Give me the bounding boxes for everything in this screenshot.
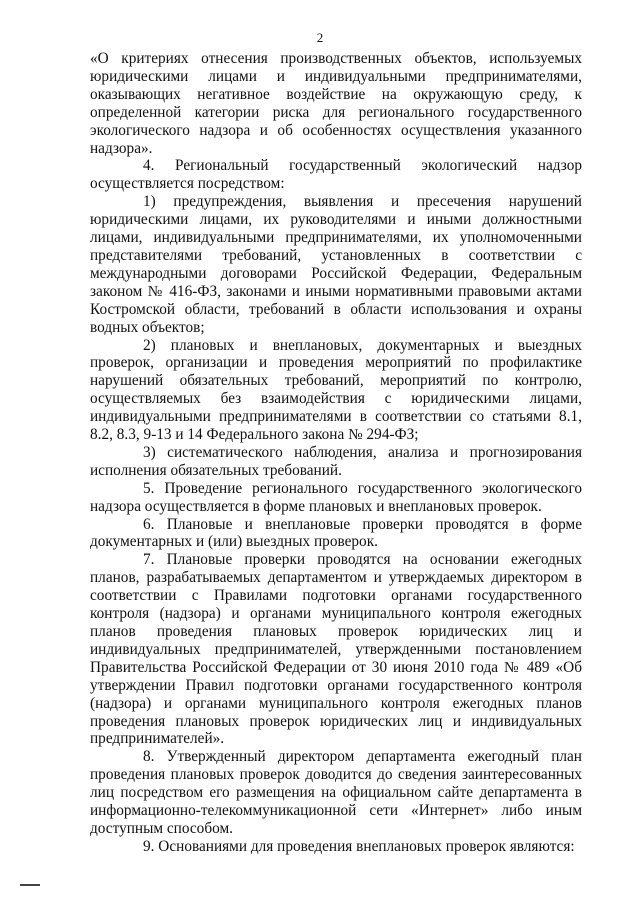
paragraph-4-1: 1) предупреждения, выявления и пресечения нарушений юридическими лицами, их руководителями и иными должностными лицами, индивидуальными предпринимателями, их уполномоченными представителями требований, установленных в соответствии с международными договорами Российской Федерации, Федеральным законом № 416-ФЗ, законами и иными нормативными правовыми актами Костромской области, требований в области использования и охраны водных объектов; <box>90 193 582 336</box>
document-body <box>90 50 582 856</box>
paragraph-8: 8. Утвержденный директором департамента ежегодный план проведения плановых проверок доводится до сведения заинтересованных лиц посредством его размещения на официальном сайте департамента в информационно-телекоммуникационной сети «Интернет» либо иным доступным способом. <box>90 748 582 837</box>
paragraph-6: 6. Плановые и внеплановые проверки проводятся в форме документарных и (или) выездных проверок. <box>90 515 582 551</box>
scan-mark <box>20 884 40 886</box>
paragraph-9: 9. Основаниями для проведения внеплановых проверок являются: <box>143 837 575 855</box>
paragraph-decree-title: «О критериях отнесения производственных объектов, используемых юридическими лицами и индивидуальными предпринимателями, оказывающих негативное воздействие на окружающую среду, к определенной категории риска для регионального государственного экологического надзора и об особенностях осуществления указанного надзора». <box>90 50 582 157</box>
page-number: 2 <box>316 30 324 45</box>
paragraph-4-3: 3) систематического наблюдения, анализа и прогнозирования исполнения обязательных требований. <box>90 443 582 479</box>
paragraph-4-2: 2) плановых и внеплановых, документарных и выездных проверок, организации и проведения мероприятий по профилактике нарушений обязательных требований, мероприятий по контролю, осуществляемых без взаимодействия с юридическими лицами, индивидуальными предпринимателями в соответствии со статьями 8.1, 8.2, 8.3, 9-13 и 14 Федерального закона № 294-ФЗ; <box>90 336 582 444</box>
paragraph-4: 4. Региональный государственный экологический надзор осуществляется посредством: <box>90 157 582 193</box>
paragraph-7: 7. Плановые проверки проводятся на основании ежегодных планов, разрабатываемых департаментом и утверждаемых директором в соответствии с Правилами подготовки органами государственного контроля (надзора) и органами муниципального контроля ежегодных планов проведения плановых проверок юридических лиц и индивидуальных предпринимателей, утвержденными постановлением Правительства Российской Федерации от 30 июня 2010 года № 489 «Об утверждении Правил подготовки органами государственного контроля (надзора) и органами муниципального контроля ежегодных планов проведения плановых проверок юридических лиц и индивидуальных предпринимателей». <box>90 551 582 748</box>
paragraph-5: 5. Проведение регионального государственного экологического надзора осуществляется в форме плановых и внеплановых проверок. <box>90 479 582 515</box>
